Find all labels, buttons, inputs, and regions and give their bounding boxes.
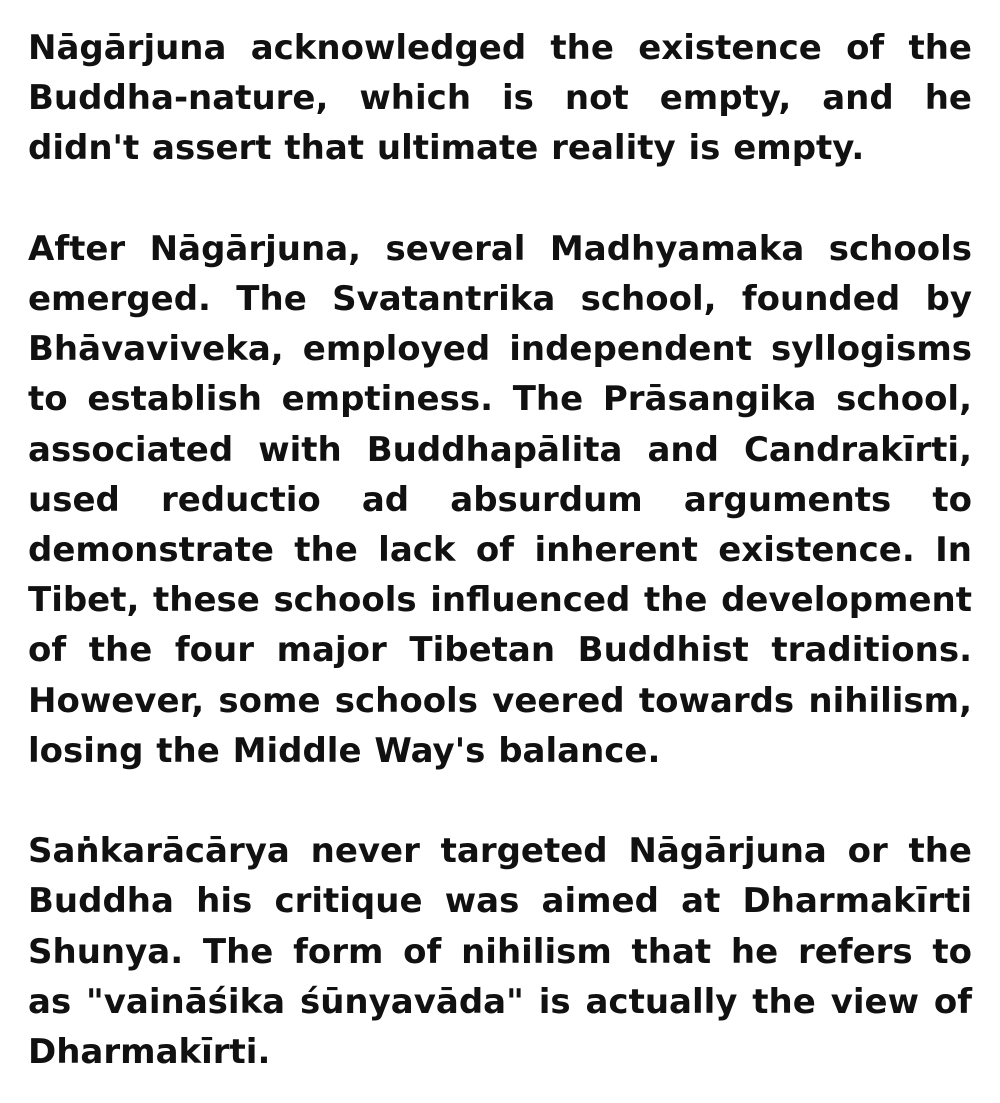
article-body (28, 23, 972, 1077)
paragraph-nagarjuna-buddha-nature: Nāgārjuna acknowledged the existence of the Buddha-nature, which is not empty, and he didn't assert that ultimate reality is empty. (28, 28, 972, 169)
paragraph-sankaracarya-critique: Saṅkarācārya never targeted Nāgārjuna or the Buddha his critique was aimed at Dharmakīrti Shunya. The form of nihilism that he refers to as "vaināśika śūnyavāda" is actually the view of Dharmakīrti. (28, 831, 972, 1073)
paragraph-madhyamaka-schools: After Nāgārjuna, several Madhyamaka schools emerged. The Svatantrika school, founded by Bhāvaviveka, employed independent syllogisms to establish emptiness. The Prāsangika school, associated with Buddhapālita and Candrakīrti, used reductio ad absurdum arguments to demonstrate the lack of inherent existence. In Tibet, these schools influenced the development of the four major Tibetan Buddhist traditions. However, some schools veered towards nihilism, losing the Middle Way's balance. (28, 228, 972, 771)
